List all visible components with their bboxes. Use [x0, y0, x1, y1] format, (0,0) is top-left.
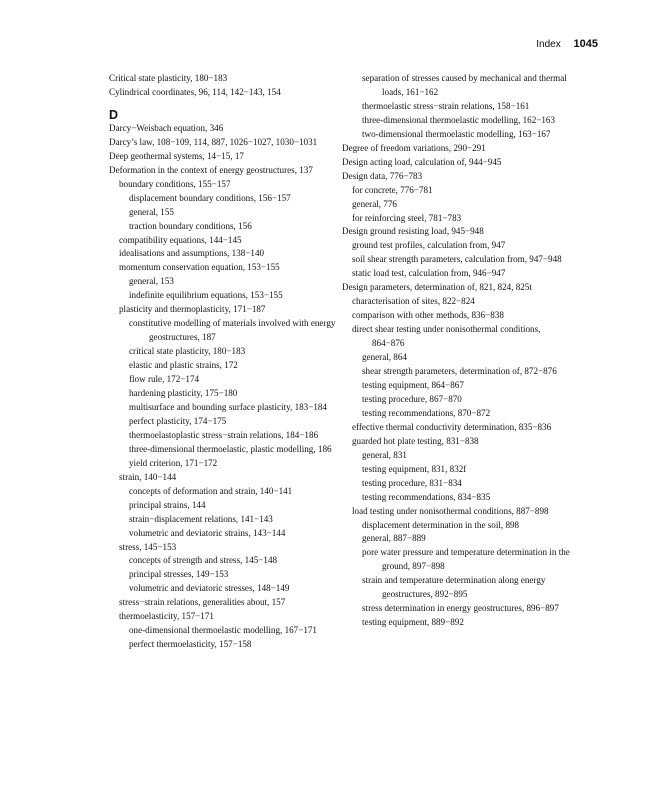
index-entry: Critical state plasticity, 180−183: [109, 73, 228, 83]
index-subentry: idealisations and assumptions, 138−140: [119, 248, 265, 259]
index-entry: Design ground resisting load, 945−948: [342, 226, 484, 237]
index-subentry: displacement determination in the soil, 898: [362, 519, 520, 530]
index-entry: Deep geothermal systems, 14−15, 17: [109, 150, 244, 161]
index-subentry: displacement boundary conditions, 156−157: [129, 192, 291, 203]
index-subentry: thermoelasticity, 157−171: [119, 611, 214, 622]
index-subentry: testing equipment, 889−892: [362, 617, 464, 628]
index-subentry: perfect thermoelasticity, 157−158: [129, 639, 252, 650]
index-subentry: multisurface and bounding surface plasticity, 183−184: [129, 401, 327, 412]
index-subentry: static load test, calculation from, 946−947: [352, 268, 506, 279]
index-subentry: soil shear strength parameters, calculation from, 947−948: [352, 254, 562, 265]
index-entry: Cylindrical coordinates, 96, 114, 142−143, 154: [109, 86, 281, 97]
index-entry: Darcy’s law, 108−109, 114, 887, 1026−1027, 1030−1031: [109, 136, 318, 147]
index-subentry: for reinforcing steel, 781−783: [352, 212, 462, 223]
index-subentry: general, 864: [362, 352, 407, 363]
index-subentry: traction boundary conditions, 156: [129, 220, 252, 231]
index-entry: Degree of freedom variations, 290−291: [342, 142, 486, 153]
index-subentry: plasticity and thermoplasticity, 171−187: [119, 304, 266, 315]
page-number: 1045: [573, 38, 598, 50]
index-subentry: load testing under nonisothermal conditions, 887−898: [352, 505, 549, 516]
index-subentry: testing equipment, 864−867: [362, 379, 464, 390]
index-subentry: testing procedure, 831−834: [362, 477, 462, 488]
section-gap: [109, 100, 341, 108]
index-subentry: strain−displacement relations, 141−143: [129, 513, 273, 524]
index-entry: Deformation in the context of energy geostructures, 137: [109, 164, 313, 175]
index-subentry: testing procedure, 867−870: [362, 393, 462, 404]
index-subentry: strain, 140−144: [119, 471, 177, 482]
index-entry: Design acting load, calculation of, 944−945: [342, 156, 502, 167]
index-subentry: stress determination in energy geostructures, 896−897: [362, 603, 559, 614]
index-entry: Design parameters, determination of, 821, 824, 825t: [342, 282, 532, 293]
index-subentry: one-dimensional thermoelastic modelling, 167−171: [129, 625, 317, 636]
index-subentry: momentum conservation equation, 153−155: [119, 262, 280, 273]
index-entry: Darcy−Weisbach equation, 346: [109, 122, 224, 133]
index-subentry: guarded hot plate testing, 831−838: [352, 435, 479, 446]
index-entry: Design data, 776−783: [342, 170, 423, 181]
index-subentry: three-dimensional thermoelastic modelling, 162−163: [362, 114, 556, 125]
index-subentry: characterisation of sites, 822−824: [352, 296, 475, 307]
index-subentry: three-dimensional thermoelastic, plastic modelling, 186: [129, 443, 332, 454]
index-subentry: for concrete, 776−781: [352, 184, 433, 195]
index-subentry: general, 887−889: [362, 533, 426, 544]
index-subentry: principal stresses, 149−153: [129, 569, 229, 580]
index-subentry: general, 831: [362, 449, 407, 460]
header-label: Index: [536, 39, 561, 50]
index-subentry: thermoelastoplastic stress−strain relations, 184−186: [129, 429, 319, 440]
index-subentry: stress−strain relations, generalities about, 157: [119, 597, 286, 608]
index-subentry: testing recommendations, 834−835: [362, 491, 491, 502]
index-subentry: constitutive modelling of materials involved with energy geostructures, 187: [129, 318, 336, 343]
index-subentry: flow rule, 172−174: [129, 374, 200, 385]
index-subentry: testing equipment, 831, 832f: [362, 463, 467, 474]
index-subentry: general, 155: [129, 206, 174, 217]
index-subentry: yield criterion, 171−172: [129, 457, 218, 468]
index-subentry: principal strains, 144: [129, 499, 206, 510]
section-letter: D: [109, 107, 119, 122]
index-subentry: concepts of strength and stress, 145−148: [129, 555, 278, 566]
index-subentry: effective thermal conductivity determination, 835−836: [352, 421, 552, 432]
index-subentry: general, 776: [352, 198, 397, 209]
running-header: [536, 38, 598, 50]
index-subentry: concepts of deformation and strain, 140−141: [129, 485, 293, 496]
index-subentry: hardening plasticity, 175−180: [129, 388, 238, 399]
index-subentry: perfect plasticity, 174−175: [129, 415, 227, 426]
index-column-left: [109, 72, 341, 652]
index-subentry: direct shear testing under nonisothermal conditions, 864−876: [352, 324, 541, 349]
index-subentry: volumetric and deviatoric strains, 143−144: [129, 527, 286, 538]
index-subentry: testing recommendations, 870−872: [362, 407, 491, 418]
index-subentry: thermoelastic stress−strain relations, 158−161: [362, 100, 530, 111]
index-subentry: two-dimensional thermoelastic modelling, 163−167: [362, 128, 551, 139]
index-subentry: critical state plasticity, 180−183: [129, 346, 246, 357]
index-subentry: volumetric and deviatoric stresses, 148−149: [129, 583, 290, 594]
index-subentry: ground test profiles, calculation from, 947: [352, 240, 506, 251]
index-subentry: boundary conditions, 155−157: [119, 178, 231, 189]
index-subentry: compatibility equations, 144−145: [119, 234, 242, 245]
index-column-right: [342, 72, 574, 630]
index-subentry: shear strength parameters, determination of, 872−876: [362, 366, 557, 377]
index-subentry: elastic and plastic strains, 172: [129, 360, 238, 371]
index-subentry: general, 153: [129, 276, 174, 287]
index-subentry: separation of stresses caused by mechanical and thermal loads, 161−162: [362, 73, 567, 97]
index-subentry: comparison with other methods, 836−838: [352, 310, 504, 321]
index-subentry: stress, 145−153: [119, 541, 177, 552]
index-subentry: indefinite equilibrium equations, 153−155: [129, 290, 283, 301]
index-subentry: pore water pressure and temperature determination in the ground, 897−898: [362, 547, 570, 572]
index-subentry: strain and temperature determination along energy geostructures, 892−895: [362, 575, 546, 600]
